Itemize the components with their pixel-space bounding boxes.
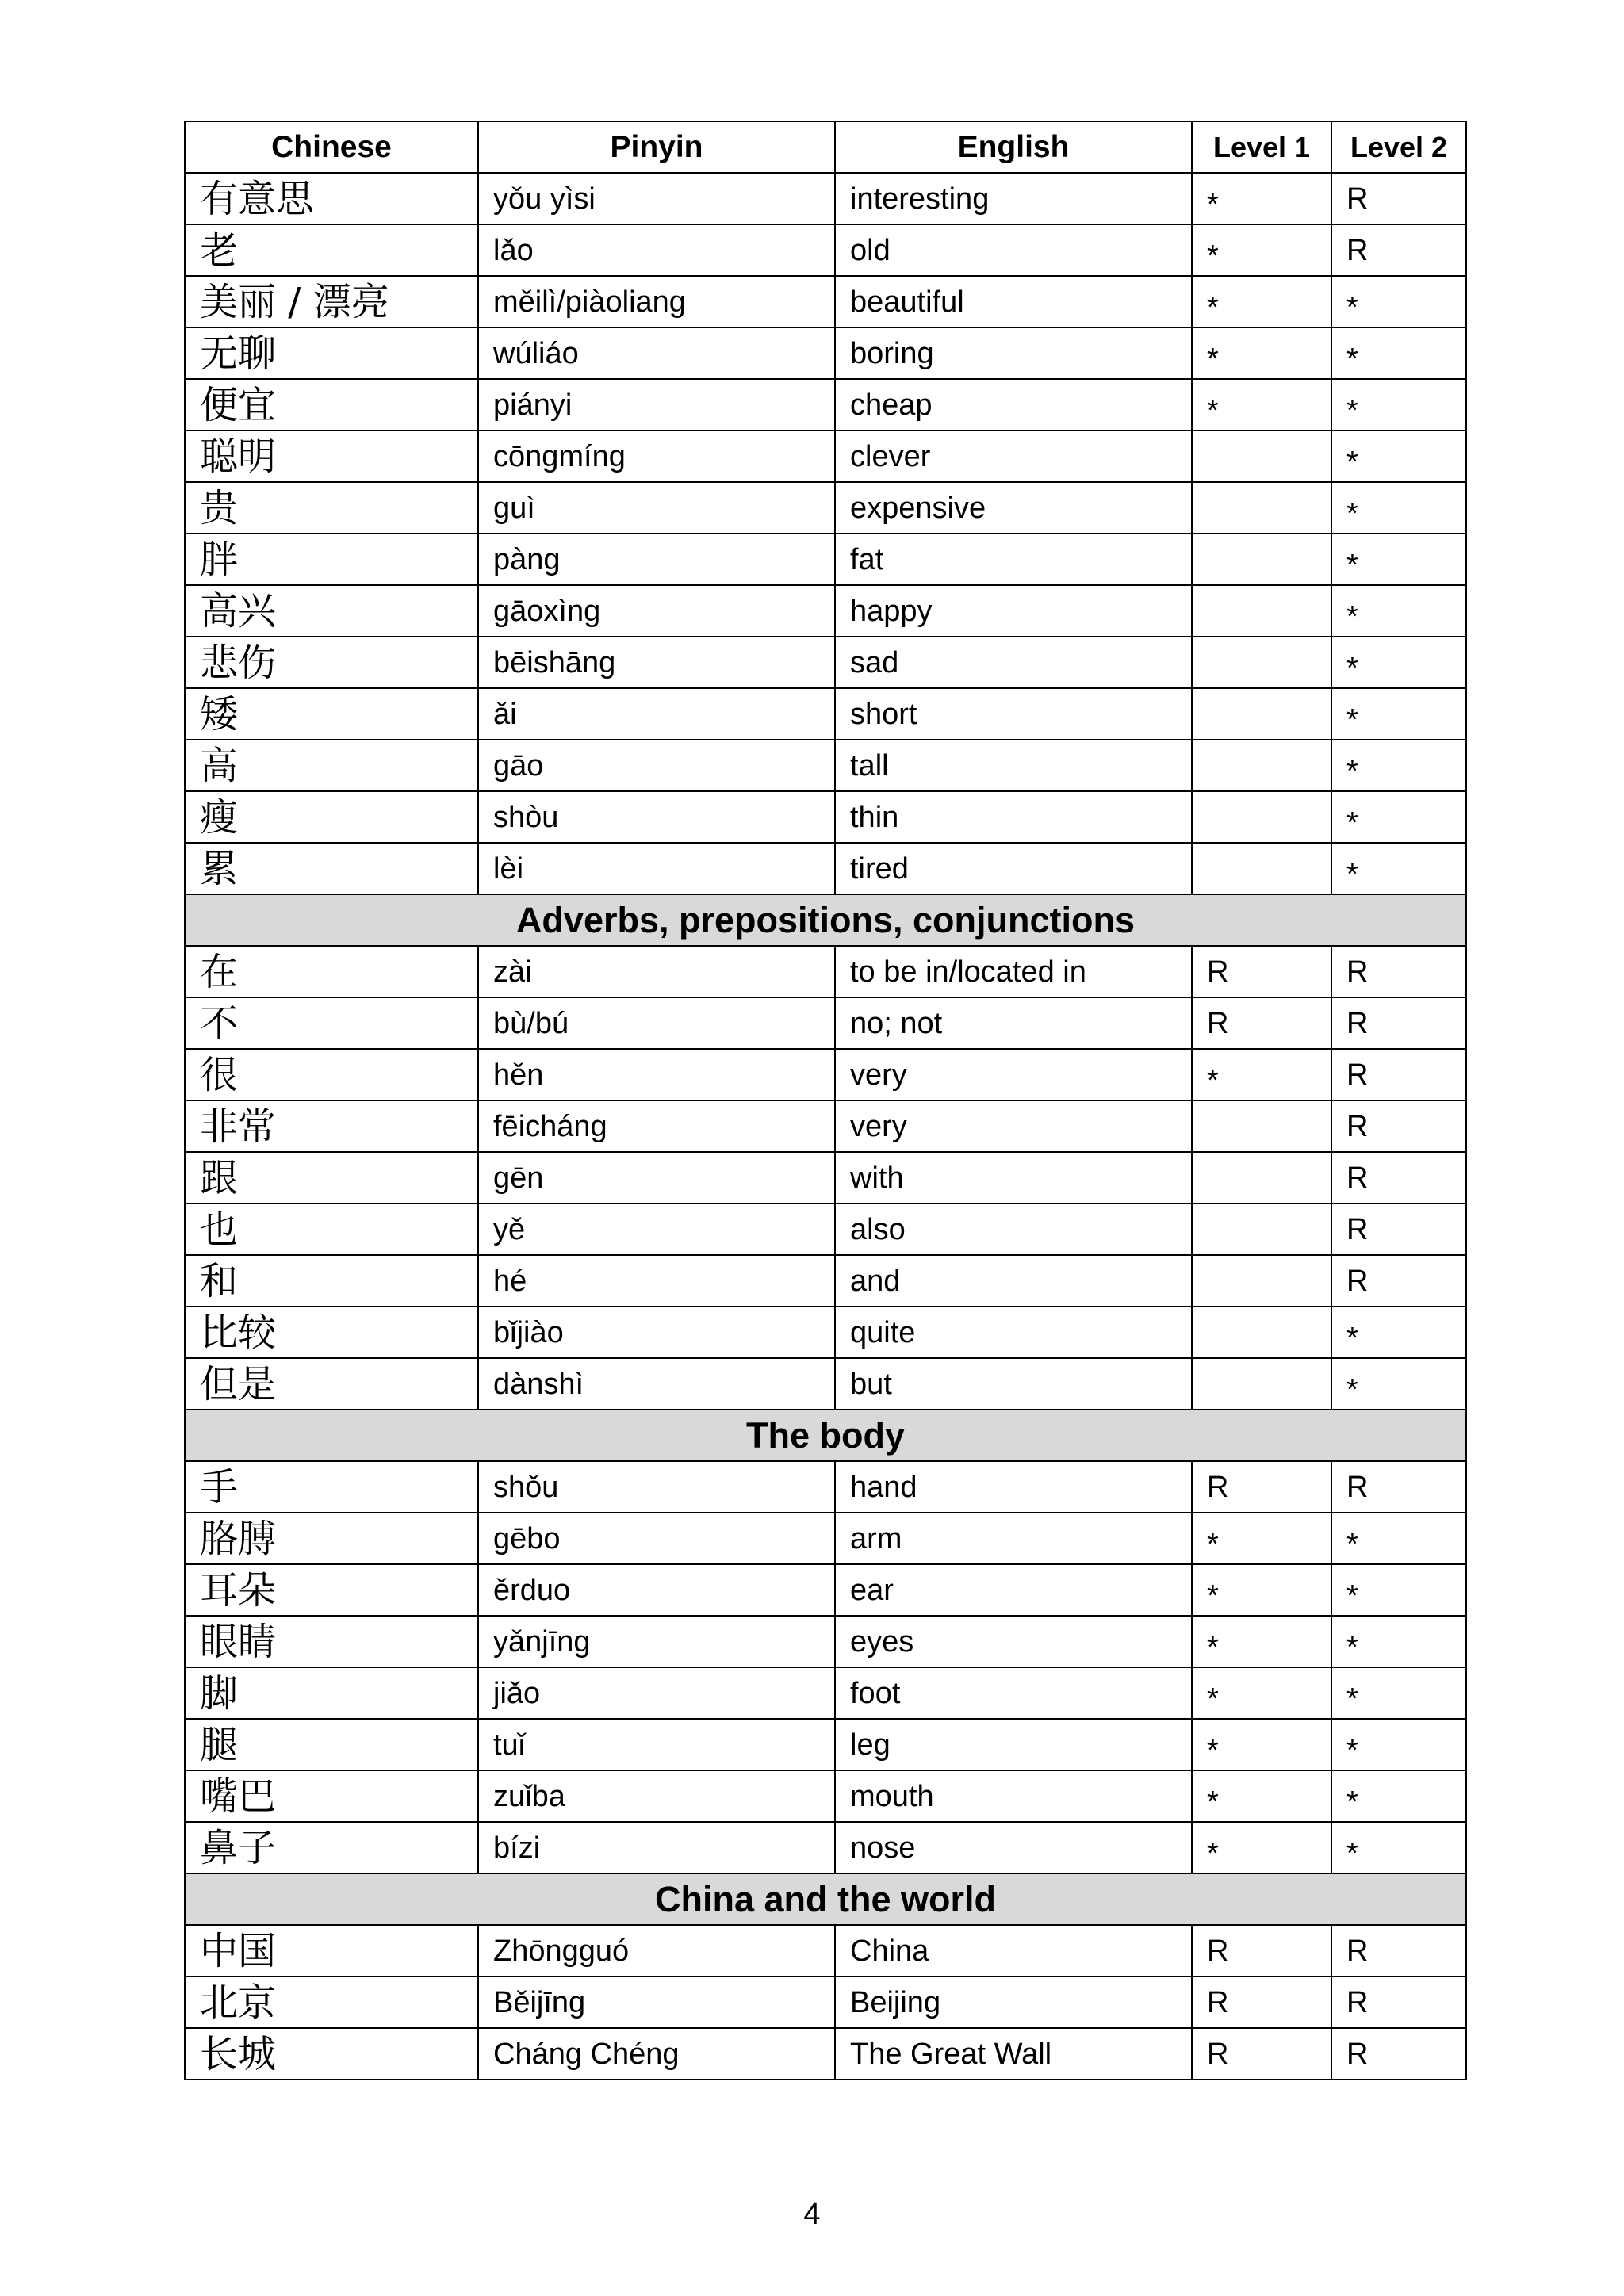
table-row — [185, 1461, 1466, 1513]
table-row — [185, 1976, 1466, 2028]
english-cell: quite — [835, 1307, 1192, 1358]
pinyin-cell: yǒu yìsi — [478, 173, 835, 224]
level-2-cell: * — [1331, 1770, 1466, 1822]
chinese-cell: 不 — [185, 997, 478, 1049]
level-2-cell: * — [1331, 637, 1466, 688]
english-cell: expensive — [835, 482, 1192, 534]
level-2-cell: * — [1331, 688, 1466, 740]
english-cell: happy — [835, 585, 1192, 637]
chinese-cell: 有意思 — [185, 173, 478, 224]
pinyin-cell: pàng — [478, 534, 835, 585]
english-cell: old — [835, 224, 1192, 276]
pinyin-cell: bǐjiào — [478, 1307, 835, 1358]
table-row — [185, 1358, 1466, 1410]
table-row — [185, 791, 1466, 843]
level-1-cell — [1192, 1255, 1331, 1307]
english-cell: fat — [835, 534, 1192, 585]
chinese-cell: 老 — [185, 224, 478, 276]
table-row — [185, 1307, 1466, 1358]
chinese-cell: 跟 — [185, 1152, 478, 1203]
chinese-cell: 也 — [185, 1203, 478, 1255]
level-1-cell — [1192, 1100, 1331, 1152]
table-row — [185, 1564, 1466, 1616]
chinese-cell: 贵 — [185, 482, 478, 534]
level-2-cell: * — [1331, 1358, 1466, 1410]
section-title: The body — [185, 1410, 1466, 1461]
english-cell: interesting — [835, 173, 1192, 224]
level-2-cell: R — [1331, 173, 1466, 224]
chinese-cell: 无聊 — [185, 327, 478, 379]
chinese-cell: 在 — [185, 946, 478, 997]
english-cell: short — [835, 688, 1192, 740]
chinese-cell: 腿 — [185, 1719, 478, 1770]
level-2-cell: * — [1331, 843, 1466, 894]
english-cell: no; not — [835, 997, 1192, 1049]
english-cell: to be in/located in — [835, 946, 1192, 997]
table-row — [185, 843, 1466, 894]
section-header-row — [185, 894, 1466, 946]
level-1-cell — [1192, 1152, 1331, 1203]
pinyin-cell: zài — [478, 946, 835, 997]
pinyin-cell: ěrduo — [478, 1564, 835, 1616]
pinyin-cell: Zhōngguó — [478, 1925, 835, 1976]
table-row — [185, 327, 1466, 379]
pinyin-cell: lǎo — [478, 224, 835, 276]
chinese-cell: 瘦 — [185, 791, 478, 843]
english-cell: also — [835, 1203, 1192, 1255]
level-1-cell: R — [1192, 1925, 1331, 1976]
chinese-cell: 北京 — [185, 1976, 478, 2028]
table-row — [185, 1203, 1466, 1255]
chinese-cell: 累 — [185, 843, 478, 894]
english-cell: foot — [835, 1667, 1192, 1719]
table-row — [185, 1822, 1466, 1873]
level-2-cell: * — [1331, 276, 1466, 327]
chinese-cell: 美丽 / 漂亮 — [185, 276, 478, 327]
chinese-cell: 鼻子 — [185, 1822, 478, 1873]
table-header-row — [185, 121, 1466, 173]
english-cell: clever — [835, 430, 1192, 482]
table-row — [185, 482, 1466, 534]
level-1-cell: * — [1192, 1616, 1331, 1667]
level-2-cell: * — [1331, 1719, 1466, 1770]
level-1-cell: R — [1192, 2028, 1331, 2080]
english-cell: China — [835, 1925, 1192, 1976]
header-english: English — [835, 121, 1192, 173]
level-2-cell: * — [1331, 585, 1466, 637]
pinyin-cell: cōngmíng — [478, 430, 835, 482]
section-header-row — [185, 1873, 1466, 1925]
pinyin-cell: Cháng Chéng — [478, 2028, 835, 2080]
english-cell: cheap — [835, 379, 1192, 430]
table-row — [185, 1152, 1466, 1203]
english-cell: sad — [835, 637, 1192, 688]
header-level-2: Level 2 — [1331, 121, 1466, 173]
english-cell: nose — [835, 1822, 1192, 1873]
english-cell: eyes — [835, 1616, 1192, 1667]
english-cell: very — [835, 1049, 1192, 1100]
english-cell: boring — [835, 327, 1192, 379]
english-cell: but — [835, 1358, 1192, 1410]
table-row — [185, 1100, 1466, 1152]
level-2-cell: * — [1331, 1513, 1466, 1564]
level-1-cell — [1192, 791, 1331, 843]
table-row — [185, 740, 1466, 791]
level-2-cell: R — [1331, 1100, 1466, 1152]
level-2-cell: R — [1331, 997, 1466, 1049]
pinyin-cell: lèi — [478, 843, 835, 894]
pinyin-cell: hé — [478, 1255, 835, 1307]
pinyin-cell: wúliáo — [478, 327, 835, 379]
table-row — [185, 585, 1466, 637]
table-row — [185, 173, 1466, 224]
level-2-cell: * — [1331, 1616, 1466, 1667]
table-row — [185, 276, 1466, 327]
header-chinese: Chinese — [185, 121, 478, 173]
pinyin-cell: piányi — [478, 379, 835, 430]
level-1-cell: R — [1192, 946, 1331, 997]
chinese-cell: 和 — [185, 1255, 478, 1307]
english-cell: tired — [835, 843, 1192, 894]
level-1-cell: R — [1192, 1461, 1331, 1513]
english-cell: beautiful — [835, 276, 1192, 327]
pinyin-cell: shǒu — [478, 1461, 835, 1513]
table-row — [185, 997, 1466, 1049]
pinyin-cell: gāoxìng — [478, 585, 835, 637]
level-2-cell: * — [1331, 534, 1466, 585]
pinyin-cell: yǎnjīng — [478, 1616, 835, 1667]
chinese-cell: 耳朵 — [185, 1564, 478, 1616]
table-row — [185, 1719, 1466, 1770]
level-2-cell: R — [1331, 224, 1466, 276]
level-2-cell: R — [1331, 946, 1466, 997]
table-row — [185, 637, 1466, 688]
chinese-cell: 高 — [185, 740, 478, 791]
level-1-cell: * — [1192, 1564, 1331, 1616]
level-2-cell: * — [1331, 740, 1466, 791]
level-1-cell — [1192, 688, 1331, 740]
table-row — [185, 379, 1466, 430]
english-cell: thin — [835, 791, 1192, 843]
chinese-cell: 比较 — [185, 1307, 478, 1358]
chinese-cell: 非常 — [185, 1100, 478, 1152]
chinese-cell: 长城 — [185, 2028, 478, 2080]
level-1-cell: R — [1192, 997, 1331, 1049]
level-1-cell: * — [1192, 276, 1331, 327]
chinese-cell: 胖 — [185, 534, 478, 585]
chinese-cell: 便宜 — [185, 379, 478, 430]
level-1-cell — [1192, 1203, 1331, 1255]
level-2-cell: R — [1331, 2028, 1466, 2080]
level-1-cell: * — [1192, 1667, 1331, 1719]
level-1-cell — [1192, 482, 1331, 534]
level-1-cell — [1192, 1307, 1331, 1358]
level-1-cell: * — [1192, 327, 1331, 379]
english-cell: arm — [835, 1513, 1192, 1564]
english-cell: leg — [835, 1719, 1192, 1770]
table-row — [185, 2028, 1466, 2080]
level-1-cell: * — [1192, 1719, 1331, 1770]
english-cell: with — [835, 1152, 1192, 1203]
vocabulary-table — [184, 121, 1467, 2080]
level-1-cell: * — [1192, 1770, 1331, 1822]
level-2-cell: R — [1331, 1049, 1466, 1100]
chinese-cell: 但是 — [185, 1358, 478, 1410]
pinyin-cell: jiǎo — [478, 1667, 835, 1719]
chinese-cell: 嘴巴 — [185, 1770, 478, 1822]
chinese-cell: 中国 — [185, 1925, 478, 1976]
chinese-cell: 悲伤 — [185, 637, 478, 688]
page-number: 4 — [803, 2198, 821, 2231]
level-1-cell: * — [1192, 1049, 1331, 1100]
level-1-cell: * — [1192, 1513, 1331, 1564]
pinyin-cell: tuǐ — [478, 1719, 835, 1770]
chinese-cell: 眼睛 — [185, 1616, 478, 1667]
level-2-cell: * — [1331, 379, 1466, 430]
chinese-cell: 很 — [185, 1049, 478, 1100]
pinyin-cell: hěn — [478, 1049, 835, 1100]
section-header-row — [185, 1410, 1466, 1461]
english-cell: tall — [835, 740, 1192, 791]
level-1-cell: * — [1192, 173, 1331, 224]
level-2-cell: R — [1331, 1255, 1466, 1307]
table-row — [185, 1049, 1466, 1100]
table-row — [185, 1616, 1466, 1667]
level-2-cell: R — [1331, 1461, 1466, 1513]
level-2-cell: R — [1331, 1976, 1466, 2028]
english-cell: mouth — [835, 1770, 1192, 1822]
level-1-cell — [1192, 534, 1331, 585]
chinese-cell: 脚 — [185, 1667, 478, 1719]
table-row — [185, 688, 1466, 740]
english-cell: The Great Wall — [835, 2028, 1192, 2080]
table-row — [185, 1513, 1466, 1564]
level-2-cell: R — [1331, 1925, 1466, 1976]
section-title: Adverbs, prepositions, conjunctions — [185, 894, 1466, 946]
level-1-cell — [1192, 843, 1331, 894]
table-row — [185, 534, 1466, 585]
pinyin-cell: ǎi — [478, 688, 835, 740]
table-row — [185, 946, 1466, 997]
level-1-cell — [1192, 585, 1331, 637]
chinese-cell: 手 — [185, 1461, 478, 1513]
level-2-cell: * — [1331, 1667, 1466, 1719]
level-2-cell: * — [1331, 430, 1466, 482]
level-2-cell: * — [1331, 1307, 1466, 1358]
pinyin-cell: yě — [478, 1203, 835, 1255]
table-body — [185, 173, 1466, 2080]
pinyin-cell: gēbo — [478, 1513, 835, 1564]
level-1-cell: * — [1192, 224, 1331, 276]
table-row — [185, 1925, 1466, 1976]
header-level-1: Level 1 — [1192, 121, 1331, 173]
level-2-cell: R — [1331, 1203, 1466, 1255]
pinyin-cell: dànshì — [478, 1358, 835, 1410]
pinyin-cell: shòu — [478, 791, 835, 843]
pinyin-cell: bízi — [478, 1822, 835, 1873]
pinyin-cell: bù/bú — [478, 997, 835, 1049]
level-1-cell: R — [1192, 1976, 1331, 2028]
level-2-cell: * — [1331, 327, 1466, 379]
table-row — [185, 224, 1466, 276]
level-2-cell: R — [1331, 1152, 1466, 1203]
level-2-cell: * — [1331, 791, 1466, 843]
level-1-cell: * — [1192, 1822, 1331, 1873]
table-row — [185, 1770, 1466, 1822]
chinese-cell: 聪明 — [185, 430, 478, 482]
level-2-cell: * — [1331, 482, 1466, 534]
pinyin-cell: gēn — [478, 1152, 835, 1203]
english-cell: Beijing — [835, 1976, 1192, 2028]
level-1-cell — [1192, 430, 1331, 482]
level-1-cell — [1192, 1358, 1331, 1410]
table-row — [185, 1255, 1466, 1307]
level-2-cell: * — [1331, 1564, 1466, 1616]
pinyin-cell: Běijīng — [478, 1976, 835, 2028]
section-title: China and the world — [185, 1873, 1466, 1925]
pinyin-cell: fēicháng — [478, 1100, 835, 1152]
pinyin-cell: měilì/piàoliang — [478, 276, 835, 327]
pinyin-cell: bēishāng — [478, 637, 835, 688]
level-2-cell: * — [1331, 1822, 1466, 1873]
level-1-cell — [1192, 740, 1331, 791]
pinyin-cell: guì — [478, 482, 835, 534]
table-row — [185, 430, 1466, 482]
chinese-cell: 高兴 — [185, 585, 478, 637]
header-pinyin: Pinyin — [478, 121, 835, 173]
chinese-cell: 胳膊 — [185, 1513, 478, 1564]
pinyin-cell: zuǐba — [478, 1770, 835, 1822]
english-cell: ear — [835, 1564, 1192, 1616]
level-1-cell — [1192, 637, 1331, 688]
english-cell: and — [835, 1255, 1192, 1307]
english-cell: very — [835, 1100, 1192, 1152]
english-cell: hand — [835, 1461, 1192, 1513]
table-row — [185, 1667, 1466, 1719]
level-1-cell: * — [1192, 379, 1331, 430]
pinyin-cell: gāo — [478, 740, 835, 791]
chinese-cell: 矮 — [185, 688, 478, 740]
